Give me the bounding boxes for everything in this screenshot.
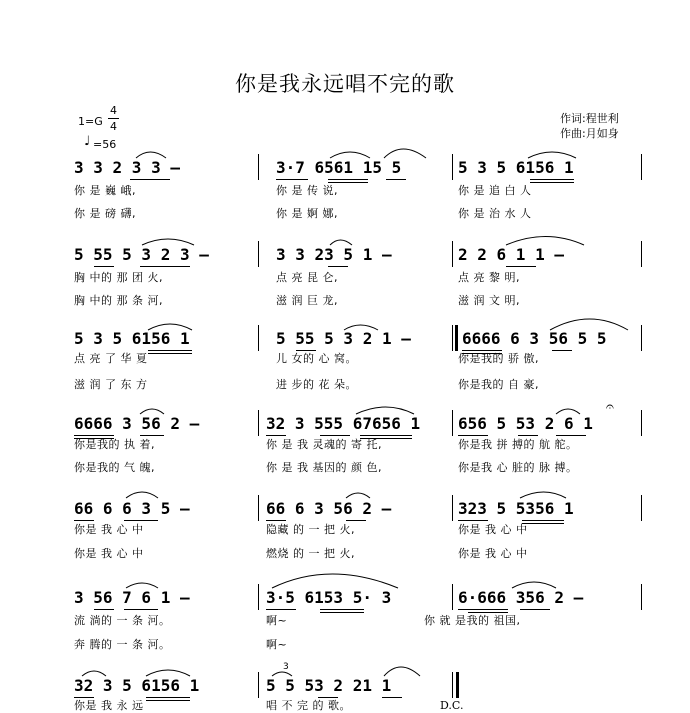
measure-13-notes: 66 6 6 3 5 – <box>74 499 190 518</box>
lyric-line-5a-m3: 你是 我 心 中 <box>458 523 528 536</box>
measure-9-notes: 6666 6 3 56 5 5 <box>462 329 607 348</box>
lyric-line-7a-m2: 唱 不 完 的 歌。 <box>266 699 351 712</box>
slur <box>140 409 164 414</box>
measure-4-notes: 5 55 5 3 2 3 – <box>74 245 209 264</box>
measure-6-notes: 2 2 6 1 1 – <box>458 245 564 264</box>
measure-17-notes: 3·5 6153 5· 3 <box>266 588 392 607</box>
slur <box>146 670 190 676</box>
measure-7-notes: 5 3 5 6156 1 <box>74 329 190 348</box>
lyric-line-4a-m2: 你 是 我 灵魂的 寄 托, <box>266 438 382 451</box>
lyric-line-4a-m3: 你是我 拼 搏的 航 舵。 <box>458 438 578 451</box>
lyric-line-2b-m3: 滋 润 文 明, <box>458 294 520 307</box>
slur <box>148 324 192 330</box>
slur <box>272 574 398 588</box>
lyric-line-5b-m3: 你是 我 心 中 <box>458 547 528 560</box>
time-signature-bottom: 4 <box>110 120 117 133</box>
composer-credit: 作曲:月如身 <box>560 127 619 140</box>
lyric-line-1a-m2: 你 是 传 说, <box>276 184 338 197</box>
lyric-line-3b-m1: 滋 润 了 东 方 <box>74 378 148 391</box>
slur <box>142 239 194 245</box>
lyric-line-2b-m1: 胸 中的 那 条 河, <box>74 294 163 307</box>
lyricist-credit: 作词:程世利 <box>560 112 619 125</box>
tempo-marking: =56 <box>93 138 117 151</box>
lyric-line-1a-m3: 你 是 追 白 人 <box>458 184 532 197</box>
page-title: 你是我永远唱不完的歌 <box>235 72 455 96</box>
lyric-line-3a-m2: 儿 女的 心 窝。 <box>276 352 357 365</box>
measure-5-notes: 3 3 23 5 1 – <box>276 245 392 264</box>
time-signature-top: 4 <box>110 104 117 117</box>
lyric-line-1b-m1: 你 是 磅 礴, <box>74 207 136 220</box>
slur <box>82 671 106 676</box>
lyric-line-4b-m2: 你 是 我 基因的 颜 色, <box>266 461 382 474</box>
measure-11-notes: 32 3 555 67656 1 <box>266 414 421 433</box>
lyric-line-6a-m1: 流 淌的 一 条 河。 <box>74 614 171 627</box>
lyric-line-4a-m1: 你是我的 执 着, <box>74 438 155 451</box>
slur <box>136 152 166 158</box>
measure-14-notes: 66 6 3 56 2 – <box>266 499 392 518</box>
da-capo-marking: D.C. <box>440 699 464 712</box>
lyric-line-1a-m1: 你 是 巍 峨, <box>74 184 136 197</box>
slur <box>356 407 414 414</box>
slur <box>512 582 556 588</box>
lyric-line-2a-m1: 胸 中的 那 团 火, <box>74 271 163 284</box>
lyric-line-1b-m3: 你 是 治 水 人 <box>458 207 532 220</box>
lyric-line-2a-m2: 点 亮 昆 仑, <box>276 271 338 284</box>
slur <box>330 152 370 158</box>
lyric-line-4b-m3: 你是我 心 脏的 脉 搏。 <box>458 461 578 474</box>
measure-19-notes: 32 3 5 6156 1 <box>74 676 200 695</box>
lyric-line-6b-m1: 奔 腾的 一 条 河。 <box>74 638 171 651</box>
measure-1-notes: 3 3 2 3 3 – <box>74 158 180 177</box>
lyric-line-4b-m1: 你是我的 气 魄, <box>74 461 155 474</box>
key-signature: 1=G <box>78 115 103 128</box>
measure-8-notes: 5 55 5 3 2 1 – <box>276 329 411 348</box>
slur <box>520 492 566 498</box>
slur <box>384 149 426 158</box>
slur <box>346 493 370 498</box>
measure-15-notes: 323 5 5356 1 <box>458 499 574 518</box>
grace-note: 3 <box>283 662 289 672</box>
slur <box>272 672 292 676</box>
measure-2-notes: 3·7 6561 15 5 <box>276 158 402 177</box>
measure-16-notes: 3 56 7 6 1 – <box>74 588 190 607</box>
slur <box>344 325 378 330</box>
lyric-line-6a-m3: 你 就 是我的 祖国, <box>424 614 521 627</box>
lyric-line-3b-m3: 你是我的 自 豪, <box>458 378 539 391</box>
lyric-line-5a-m2: 隐藏 的 一 把 火, <box>266 523 355 536</box>
lyric-line-5b-m1: 你是 我 心 中 <box>74 547 144 560</box>
lyric-line-3a-m1: 点 亮 了 华 夏 <box>74 352 148 365</box>
slur <box>506 237 584 246</box>
measure-10-notes: 6666 3 56 2 – <box>74 414 200 433</box>
quarter-note-icon: ♩ <box>84 134 91 149</box>
slur <box>528 152 576 158</box>
lyric-line-2a-m3: 点 亮 黎 明, <box>458 271 520 284</box>
slur <box>550 319 628 330</box>
lyric-line-2b-m2: 滋 润 巨 龙, <box>276 294 338 307</box>
lyric-line-7a-m1: 你是 我 永 远 <box>74 699 144 712</box>
lyric-line-5a-m1: 你是 我 心 中 <box>74 523 144 536</box>
lyric-line-1b-m2: 你 是 婀 娜, <box>276 207 338 220</box>
measure-20-notes: 5 5 53 2 21 1 <box>266 676 392 695</box>
measure-12-notes: 656 5 53 2 6 1 <box>458 414 593 433</box>
measure-18-notes: 6·666 356 2 – <box>458 588 584 607</box>
slur <box>126 583 158 588</box>
lyric-line-3b-m2: 进 步的 花 朵。 <box>276 378 357 391</box>
slur <box>556 409 580 414</box>
fermata-icon: 𝄐 <box>606 399 614 415</box>
lyric-line-5b-m2: 燃烧 的 一 把 火, <box>266 547 355 560</box>
lyric-line-6a-m2: 啊~ <box>266 614 288 627</box>
slur <box>126 492 158 498</box>
slur <box>384 667 420 676</box>
lyric-line-6b-m2: 啊~ <box>266 638 288 651</box>
lyric-line-3a-m3: 你是我的 骄 傲, <box>458 352 539 365</box>
measure-3-notes: 5 3 5 6156 1 <box>458 158 574 177</box>
slur <box>330 240 352 245</box>
